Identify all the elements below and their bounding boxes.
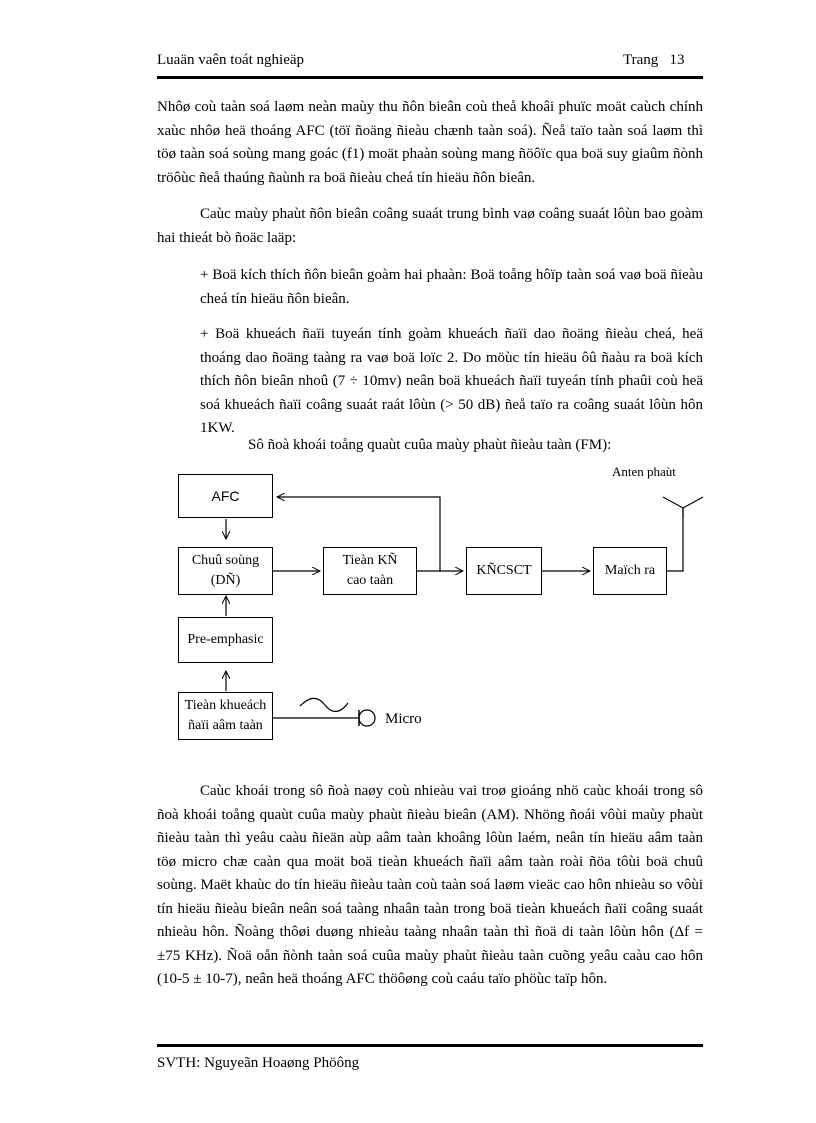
paragraph-2: Caùc maùy phaùt ñôn bieân coâng suaát trung bình vaø coâng suaát lôùn bao goàm hai thieát bò ñoäc laäp:	[157, 206, 703, 246]
paragraph-1: Nhôø coù taàn soá laøm neàn maùy thu ñôn bieân coù theå khoâi phuïc moät caùch chính xaùc nhôø heä thoáng AFC (töï ñoäng ñieàu chænh taàn soá). Ñeå taïo taàn soá laøm thì töø taàn soá soùng mang goác (f1) moät phaàn soùng mang ñöôïc qua boä suy giaûm ñònh tröôùc ñeå thaúng ñaùnh ra boä ñieàu cheá tín hieäu ñôn bieân.	[157, 99, 703, 186]
microphone-icon	[359, 710, 375, 726]
block-audio-preamp	[178, 692, 273, 740]
header-title: Luaän vaên toát nghieäp	[157, 52, 305, 68]
block-audio-preamp-line2: ñaïi aâm taàn	[188, 718, 263, 733]
block-rf-preamp-line1: Tieàn KÑ	[342, 553, 398, 568]
block-rf-preamp	[323, 547, 417, 595]
paragraph-3: + Boä kích thích ñôn bieân goàm hai phaàn: Boä toång hôïp taàn soá vaø boä ñieàu cheá tín hieäu ñôn bieân.	[200, 267, 703, 307]
block-audio-preamp-line1: Tieàn khueách	[184, 698, 267, 713]
diagram-caption: Sô ñoà khoái toång quaùt cuûa maùy phaùt ñieàu taàn (FM):	[248, 437, 612, 453]
block-rf-preamp-line2: cao taàn	[346, 573, 394, 588]
footer-author: SVTH: Nguyeãn Hoaøng Phöông	[157, 1055, 360, 1071]
block-oscillator	[178, 547, 273, 595]
block-output: Maïch ra	[593, 547, 667, 595]
footer-rule	[157, 1044, 703, 1047]
audio-wave-icon	[300, 698, 348, 711]
antenna-icon	[663, 497, 703, 518]
page-number: Trang 13	[623, 52, 685, 68]
block-afc: AFC	[178, 474, 273, 518]
micro-label: Micro	[385, 711, 422, 727]
antenna-feed	[667, 508, 683, 571]
block-oscillator-line1: Chuû soùng	[191, 553, 260, 568]
antenna-label: Anten phaùt	[612, 464, 676, 479]
block-preemphasis: Pre-emphasic	[178, 617, 273, 663]
paragraph-5: Caùc khoái trong sô ñoà naøy coù nhieàu vai troø gioáng nhö caùc khoái trong sô ñoà khoái toång quaùt cuûa maùy phaùt ñieàu bieân (AM). Nhöng ñoái vôùi maùy phaùt ñieàu taàn thì yeâu caàu ñieän aùp aâm taàn khoâng lôùn laém, neân tín hieäu aâm taàn töø micro chæ caàn qua moät boä tieàn khueách ñaïi aâm taàn roài ñöa tôùi boä chuû soùng. Maët khaùc do tín hieäu ñieàu taàn coù taàn soá laøm vieäc cao hôn nhieàu so vôùi tín hieäu ñieàu bieân neân soá taàng nhaân taàn trong boä tieàn khueách ñaïi coâng suaát nhieàu hôn. Ñoàng thôøi duøng nhieàu taàng nhaân taàn thì ñoä di taàn lôùn hôn (Δf = ±75 KHz). Ñoä oån ñònh taàn soá cuûa maùy phaùt ñieàu taàn cuõng yeâu caàu cao hôn (10-5 ± 10-7), neân heä thoáng AFC thöôøng coù caáu taïo phöùc taïp hôn.	[157, 783, 703, 987]
block-kdcsct: KÑCSCT	[466, 547, 542, 595]
paragraph-4: + Boä khueách ñaïi tuyeán tính goàm khueách ñaïi dao ñoäng ñieàu cheá, heä thoáng dao ñoäng taàng ra vaø boä loïc 2. Do möùc tín hieäu ôû ñaàu ra boä kích thích ñôn bieân nhoû (7 ÷ 10mv) neân boä khueách ñaïi tuyeán tính phaûi coù heä soá khueách ñaïi coâng suaát raát lôùn (> 50 dB) ñeå taïo ra coâng suaát lôùn hôn 1KW.	[200, 326, 703, 436]
block-oscillator-line2: (DÑ)	[210, 573, 241, 588]
